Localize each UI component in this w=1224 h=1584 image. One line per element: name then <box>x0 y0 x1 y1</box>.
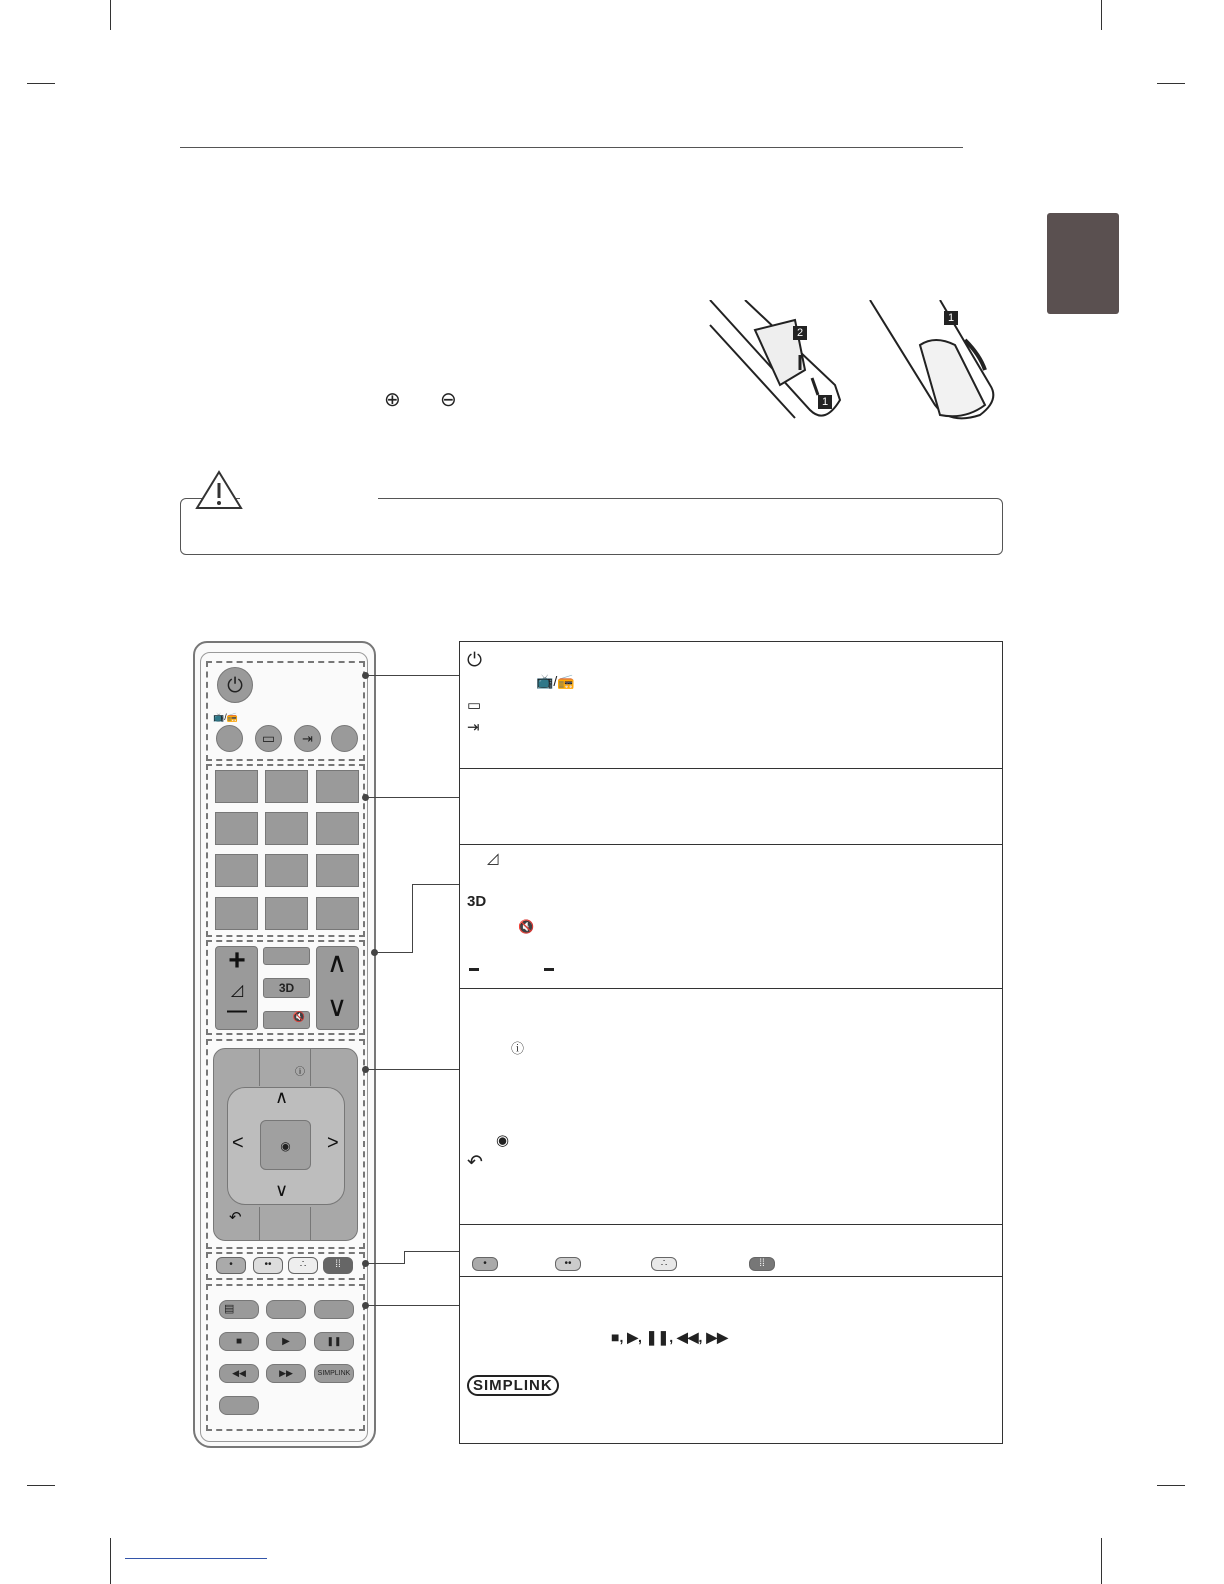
info-icon: ⓘ <box>511 1041 525 1056</box>
number-key-4[interactable] <box>215 812 258 845</box>
nav-up-icon[interactable]: ∧ <box>275 1087 289 1107</box>
number-key-2[interactable] <box>265 770 308 803</box>
warning-triangle-icon <box>195 470 243 510</box>
q-view-key[interactable] <box>316 897 359 930</box>
step-2-badge: 2 <box>793 326 807 340</box>
navigation-description-panel <box>459 988 1003 1225</box>
number-key-7[interactable] <box>215 854 258 887</box>
yellow-key-icon: ∴ <box>651 1257 677 1271</box>
blue-button[interactable]: ⁞⁞ <box>323 1257 353 1274</box>
nav-divider <box>310 1048 311 1086</box>
chapter-tab <box>1047 213 1119 314</box>
green-button[interactable]: •• <box>253 1257 283 1274</box>
crop-mark <box>1157 1485 1185 1486</box>
ratio-icon: ▭ <box>467 697 482 714</box>
volume-description-panel <box>459 844 1003 989</box>
connector-line <box>368 1263 404 1264</box>
red-button[interactable]: • <box>216 1257 246 1274</box>
red-key-icon: • <box>472 1257 498 1271</box>
number-key-8[interactable] <box>265 854 308 887</box>
input-icon: ⇥ <box>467 719 480 736</box>
nav-down-icon[interactable]: ∨ <box>275 1180 289 1200</box>
blue-key-icon: ⁞⁞ <box>749 1257 775 1271</box>
connector-line <box>404 1251 459 1252</box>
tv-rad-label: 📺/📻 <box>213 712 238 722</box>
nav-divider <box>310 1207 311 1241</box>
tv-rad-icon: 📺/📻 <box>536 673 575 689</box>
volume-icon: ◿ <box>230 982 244 999</box>
connector-line <box>412 884 413 953</box>
mute-button[interactable]: 🔇 <box>263 1011 310 1029</box>
number-key-3[interactable] <box>316 770 359 803</box>
green-key-icon: •• <box>555 1257 581 1271</box>
playback-keys-icons: ■, ▶, ❚❚, ◀◀, ▶▶ <box>611 1329 728 1345</box>
plus-terminal-icon: ⊕ <box>384 389 401 411</box>
subtitle-button[interactable] <box>314 1300 354 1319</box>
connector-line <box>412 884 459 885</box>
nav-divider <box>259 1048 260 1086</box>
ad-button[interactable] <box>219 1396 259 1415</box>
crop-mark <box>1101 0 1102 30</box>
caution-box <box>180 498 1003 555</box>
minus-terminal-icon: ⊖ <box>440 389 457 411</box>
step-1-badge: 1 <box>944 311 958 325</box>
back-icon: ↶ <box>467 1152 483 1173</box>
3d-button[interactable]: 3D <box>263 978 310 998</box>
fast-forward-button[interactable]: ▶▶ <box>266 1364 306 1383</box>
caution-gap <box>240 494 378 502</box>
simplink-logo: SIMPLINK <box>467 1375 559 1396</box>
teletext-button[interactable]: ▤ <box>219 1300 259 1319</box>
crop-mark <box>27 1485 55 1486</box>
page-left-icon: ▬ <box>469 963 479 974</box>
step-1-badge: 1 <box>818 395 832 409</box>
connector-line <box>368 1305 459 1306</box>
connector-line <box>404 1251 405 1264</box>
color-description-panel <box>459 1224 1003 1277</box>
yellow-button[interactable]: ∴ <box>288 1257 318 1274</box>
info-button[interactable]: ⓘ <box>295 1067 305 1078</box>
header-rule <box>180 147 963 148</box>
setting-button[interactable] <box>331 725 358 752</box>
connector-line <box>368 675 459 676</box>
t-opt-button[interactable] <box>266 1300 306 1319</box>
battery-cover-open-illustration <box>700 300 850 430</box>
nav-left-icon[interactable]: < <box>232 1132 244 1154</box>
fav-button[interactable] <box>263 947 310 965</box>
power-icon: ⏻ <box>467 650 483 671</box>
footer-link-underline <box>125 1558 267 1559</box>
mute-icon: 🔇 <box>518 919 535 934</box>
pause-button[interactable]: ❚❚ <box>314 1332 354 1351</box>
volume-down-icon: — <box>227 1000 247 1022</box>
ratio-button[interactable]: ▭ <box>255 725 282 752</box>
volume-icon: ◿ <box>487 850 499 867</box>
number-key-0[interactable] <box>265 897 308 930</box>
page-right-icon: ▬ <box>544 963 554 974</box>
number-description-panel <box>459 768 1003 845</box>
3d-icon: 3D <box>467 893 487 910</box>
channel-up-icon: ∧ <box>326 947 348 978</box>
number-key-1[interactable] <box>215 770 258 803</box>
list-key[interactable] <box>215 897 258 930</box>
crop-mark <box>1157 83 1185 84</box>
connector-line <box>376 952 412 953</box>
power-description-panel <box>459 641 1003 769</box>
playback-description-panel <box>459 1276 1003 1444</box>
nav-right-icon[interactable]: > <box>327 1132 339 1154</box>
rewind-button[interactable]: ◀◀ <box>219 1364 259 1383</box>
channel-down-icon: ∨ <box>326 991 348 1022</box>
volume-up-icon: + <box>228 944 246 977</box>
connector-line <box>368 797 459 798</box>
number-key-6[interactable] <box>316 812 359 845</box>
power-button[interactable]: ⏻ <box>217 667 253 703</box>
crop-mark <box>110 1538 111 1584</box>
back-button[interactable]: ↶ <box>229 1209 242 1226</box>
crop-mark <box>1101 1538 1102 1584</box>
nav-divider <box>259 1207 260 1241</box>
connector-line <box>368 1069 459 1070</box>
battery-cover-close-illustration <box>860 300 1010 430</box>
number-key-9[interactable] <box>316 854 359 887</box>
simplink-button[interactable]: SIMPLINK <box>314 1364 354 1383</box>
input-button[interactable]: ⇥ <box>294 725 321 752</box>
number-key-5[interactable] <box>265 812 308 845</box>
crop-mark <box>110 0 111 30</box>
ok-icon: ◉ <box>496 1132 510 1149</box>
ok-button[interactable]: ◉ <box>260 1120 311 1170</box>
tv-rad-button[interactable] <box>216 725 243 752</box>
play-button[interactable]: ▶ <box>266 1332 306 1351</box>
stop-button[interactable]: ■ <box>219 1332 259 1351</box>
crop-mark <box>27 83 55 84</box>
